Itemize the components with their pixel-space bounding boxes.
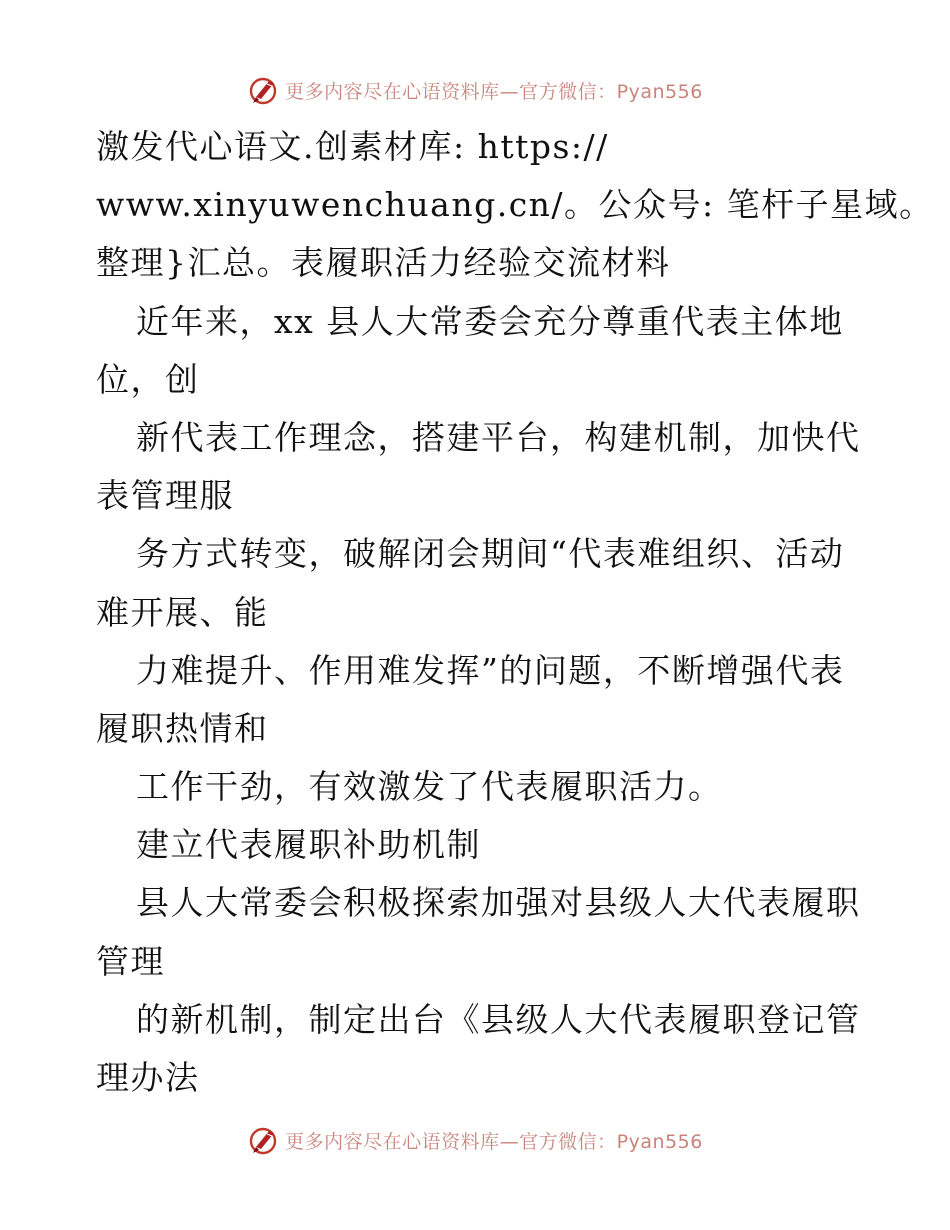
pen-logo-icon [247, 73, 281, 107]
paragraph-line: 近年来，xx 县人大常委会充分尊重代表主体地 [136, 301, 844, 341]
body-line: 理办法 [96, 1058, 200, 1097]
section-heading: 建立代表履职补助机制 [136, 825, 481, 865]
paragraph-line: 务方式转变，破解闭会期间“代表难组织、活动 [136, 534, 845, 574]
body-line: 整理}汇总。表履职活力经验交流材料 [96, 243, 671, 283]
body-line: 激发代心语文.创素材库: https:// [96, 127, 609, 166]
paragraph-line: 工作干劲，有效激发了代表履职活力。 [136, 767, 723, 807]
body-line: 管理 [96, 941, 165, 981]
paragraph-line: 的新机制，制定出台《县级人大代表履职登记管 [136, 999, 861, 1039]
paragraph-line: 力难提升、作用难发挥”的问题，不断增强代表 [136, 650, 845, 690]
document-body [96, 118, 934, 1107]
body-line: 履职热情和 [96, 708, 269, 748]
body-line: 难开展、能 [96, 592, 269, 632]
body-line: 位，创 [96, 359, 200, 399]
header-banner [0, 70, 950, 110]
footer-banner [0, 1120, 950, 1160]
paragraph-line: 新代表工作理念，搭建平台，构建机制，加快代 [136, 417, 861, 457]
body-line: 表管理服 [96, 476, 234, 516]
pen-logo-icon [247, 1123, 281, 1157]
body-line: www.xinyuwenchuang.cn/。公众号: 笔杆子星域。 [96, 185, 934, 225]
footer-banner-text: 更多内容尽在心语资料库—官方微信：Pyan556 [285, 1130, 703, 1153]
header-banner-text: 更多内容尽在心语资料库—官方微信：Pyan556 [285, 80, 703, 103]
paragraph-line: 县人大常委会积极探索加强对县级人大代表履职 [136, 883, 861, 923]
